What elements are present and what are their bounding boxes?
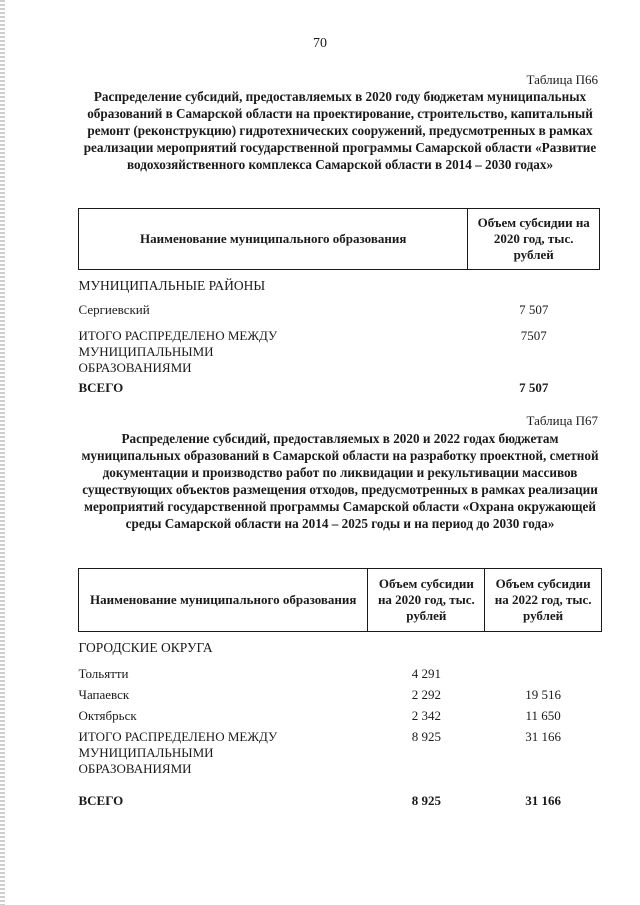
table-66-section: МУНИЦИПАЛЬНЫЕ РАЙОНЫ: [78, 278, 266, 293]
table-row: [79, 300, 600, 326]
table-67-row-3-name: ИТОГО РАСПРЕДЕЛЕНО МЕЖДУ МУНИЦИПАЛЬНЫМИ ОБРАЗОВАНИЯМИ: [78, 729, 278, 776]
table-67-total-2020: 8 925: [411, 793, 441, 808]
page-number: 70: [313, 36, 327, 51]
table-67-row-3-2020: 8 925: [411, 729, 441, 744]
table-67-section-row: [79, 632, 602, 665]
table-66-header-row: [79, 209, 600, 270]
table-67-header-row: [79, 569, 602, 632]
table-66-caption: Распределение субсидий, предоставляемых в 2020 году бюджетам муниципальных образований в Самарской области на проектирование, строительство, капитальный ремонт (реконструкцию) гидротехнических сооружений, предусмотренных в рамках реализации мероприятий государственной программы Самарской области «Развитие водохозяйственного комплекса Самарской области в 2014 – 2030 годах»: [83, 89, 597, 172]
table-67-row-3-2022: 31 166: [525, 729, 561, 744]
table-67-header-name: Наименование муниципального образования: [79, 569, 368, 632]
table-66-header-name: Наименование муниципального образования: [79, 209, 468, 270]
table-66-row-0-name: Сергиевский: [78, 302, 150, 317]
table-67-label: Таблица П67: [526, 413, 598, 428]
table-67-row-1-2022: 19 516: [525, 687, 561, 702]
table-row: [79, 708, 602, 729]
table-67-row-2-2022: 11 650: [525, 708, 561, 723]
table-67-total-row: [79, 789, 602, 809]
table-67-row-0-name: Тольятти: [78, 666, 129, 681]
table-66-row-0-2020: 7 507: [519, 302, 549, 317]
table-67-header-2020: Объем субсидии на 2020 год, тыс. рублей: [368, 569, 485, 632]
table-66-label: Таблица П66: [526, 72, 598, 87]
table-67-caption: Распределение субсидий, предоставляемых в 2020 и 2022 годах бюджетам муниципальных образований в Самарской области на разработку проектной, сметной документации и производство работ по ликвидации и рекультивации массивов существующих объектов размещения отходов, предусмотренных в рамках реализации мероприятий государственной программы Самарской области «Охрана окружающей среды Самарской области на 2014 – 2025 годы и на период до 2030 года»: [81, 431, 599, 531]
table-67-total-2022: 31 166: [525, 793, 561, 808]
table-66: [78, 208, 600, 396]
table-66-row-1-name: ИТОГО РАСПРЕДЕЛЕНО МЕЖДУ МУНИЦИПАЛЬНЫМИ ОБРАЗОВАНИЯМИ: [78, 328, 278, 375]
table-66-header-2020: Объем субсидии на 2020 год, тыс. рублей: [468, 209, 600, 270]
table-67-row-1-2020: 2 292: [411, 687, 441, 702]
table-66-total-name: ВСЕГО: [78, 380, 124, 395]
table-row: [79, 664, 602, 687]
table-67-row-1-name: Чапаевск: [78, 687, 130, 702]
table-66-total-2020: 7 507: [519, 380, 549, 395]
table-66-total-row: [79, 376, 600, 396]
table-row: [79, 729, 602, 789]
table-67-total-name: ВСЕГО: [78, 793, 124, 808]
table-67-row-0-2022: [485, 664, 602, 687]
table-67-header-2022: Объем субсидии на 2022 год, тыс. рублей: [485, 569, 602, 632]
scan-edge-artifact: [0, 0, 5, 905]
table-66-section-row: [79, 270, 600, 301]
table-row: [79, 326, 600, 376]
table-67-row-2-2020: 2 342: [411, 708, 441, 723]
table-67-section: ГОРОДСКИЕ ОКРУГА: [78, 640, 213, 655]
table-67-row-2-name: Октябрьск: [78, 708, 137, 723]
table-67-row-0-2020: 4 291: [411, 666, 441, 681]
table-row: [79, 687, 602, 708]
table-66-row-1-2020: 7507: [520, 328, 547, 343]
table-67: [78, 568, 602, 809]
